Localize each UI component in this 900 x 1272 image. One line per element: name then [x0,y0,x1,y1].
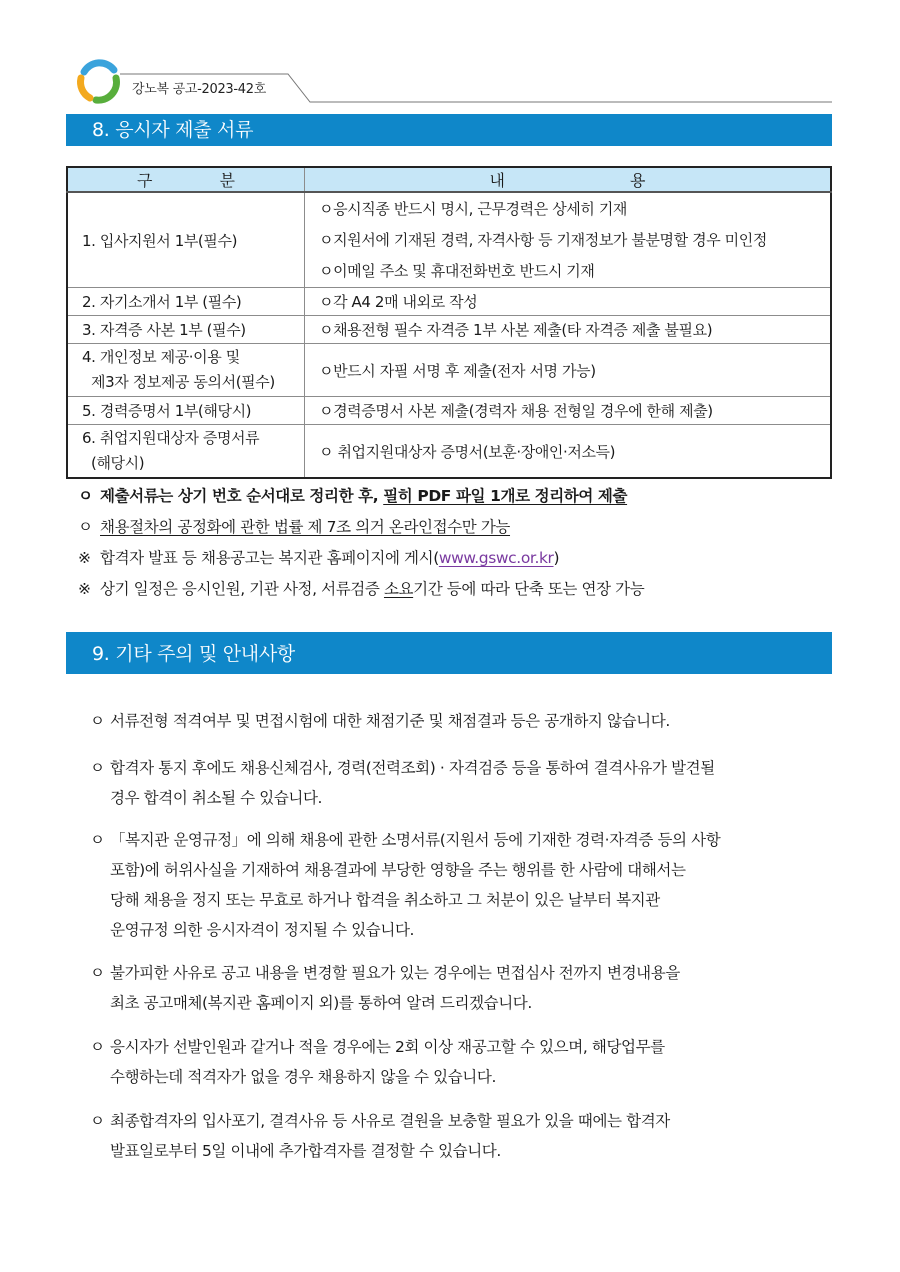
note-schedule-change: ※ 상기 일정은 응시인원, 기관 사정, 서류검증 소요기간 등에 따라 단축 또는 연장 가능 [78,574,644,605]
note-pdf-submission: ㅇ 제출서류는 상기 번호 순서대로 정리한 후, 필히 PDF 파일 1개로 정리하여 제출 [78,481,644,512]
note-announcement-homepage: ※ 합격자 발표 등 채용공고는 복지관 홈페이지에 게시(www.gswc.or.kr) [78,543,644,574]
category-line: 4. 개인정보 제공·이용 및 [82,348,240,366]
row-content: ㅇ각 A4 2매 내외로 작성 [305,288,832,316]
row-content: ㅇ경력증명서 사본 제출(경력자 채용 전형일 경우에 한해 제출) [305,397,832,425]
content-line: ㅇ지원서에 기재된 경력, 자격사항 등 기재정보가 불분명할 경우 미인정 [319,230,767,249]
section-9-title: 9. 기타 주의 및 안내사항 [66,632,832,674]
note-online-only: ㅇ 채용절차의 공정화에 관한 법률 제 7조 의거 온라인접수만 가능 [78,512,644,543]
circle-bullet-icon: ㅇ [90,712,105,730]
notice-item: ㅇ 최종합격자의 입사포기, 결격사유 등 사유로 결원을 보충할 필요가 있을 때에는 합격자 발표일로부터 5일 이내에 추가합격자를 결정할 수 있습니다. [90,1106,670,1166]
reference-mark-icon: ※ [78,580,91,598]
circle-bullet-icon: ㅇ [90,759,105,777]
row-category: 2. 자기소개서 1부 (필수) [67,288,305,316]
content-line: ㅇ이메일 주소 및 휴대전화번호 반드시 기재 [319,261,595,280]
reference-mark-icon: ※ [78,549,91,567]
content-line: ㅇ응시직종 반드시 명시, 근무경력은 상세히 기재 [319,199,628,218]
document-number: 강노복 공고-2023-42호 [132,82,266,97]
submission-notes [78,481,644,605]
category-line: 6. 취업지원대상자 증명서류 [82,429,260,447]
row-content [305,192,832,288]
notice-item: ㅇ 서류전형 적격여부 및 면접시험에 대한 채점기준 및 채점결과 등은 공개하지 않습니다. [90,706,670,736]
table-row [67,316,831,344]
table-header-category: 구 분 [67,167,305,192]
notice-item: ㅇ 합격자 통지 후에도 채용신체검사, 경력(전력조회) · 자격검증 등을 통하여 결격사유가 발견될 경우 합격이 취소될 수 있습니다. [90,753,715,813]
table-row [67,344,831,397]
row-category [67,344,305,397]
circle-bullet-icon: ㅇ [78,518,93,536]
table-row [67,288,831,316]
table-row [67,397,831,425]
row-content: ㅇ 취업지원대상자 증명서(보훈·장애인·저소득) [305,425,832,479]
row-category [67,425,305,479]
section-8-title: 8. 응시자 제출 서류 [66,114,832,146]
notice-item: ㅇ 「복지관 운영규정」에 의해 채용에 관한 소명서류(지원서 등에 기재한 경력·자격증 등의 사항 포함)에 허위사실을 기재하여 채용결과에 부당한 영향을 주는 행위를 한 사람에 대해서는 당해 채용을 정지 또는 무효로 하거나 합격을 취소하고 그 처분이 있은 날부터 복지관 운영규정 의한 응시자격이 정지될 수 있습니다. [90,825,720,945]
submission-documents-table [66,166,832,479]
row-content: ㅇ채용전형 필수 자격증 1부 사본 제출(타 자격증 제출 불필요) [305,316,832,344]
row-category: 1. 입사지원서 1부(필수) [67,192,305,288]
row-content: ㅇ반드시 자필 서명 후 제출(전자 서명 가능) [305,344,832,397]
notice-item: ㅇ 응시자가 선발인원과 같거나 적을 경우에는 2회 이상 재공고할 수 있으며, 해당업무를 수행하는데 적격자가 없을 경우 채용하지 않을 수 있습니다. [90,1032,665,1092]
category-line: (해당시) [91,454,145,472]
circle-bullet-icon: ㅇ [78,487,93,505]
circle-bullet-icon: ㅇ [90,964,105,982]
notice-item: ㅇ 불가피한 사유로 공고 내용을 변경할 필요가 있는 경우에는 면접심사 전까지 변경내용을 최초 공고매체(복지관 홈페이지 외)를 통하여 알려 드리겠습니다. [90,958,680,1018]
circle-bullet-icon: ㅇ [90,831,105,849]
row-category: 3. 자격증 사본 1부 (필수) [67,316,305,344]
row-category: 5. 경력증명서 1부(해당시) [67,397,305,425]
circle-bullet-icon: ㅇ [90,1112,105,1130]
table-header-content: 내 용 [305,167,832,192]
homepage-link[interactable]: www.gswc.or.kr [438,549,554,567]
table-row [67,425,831,479]
category-line: 제3자 정보제공 동의서(필수) [91,373,275,391]
table-row [67,192,831,288]
circle-bullet-icon: ㅇ [90,1038,105,1056]
organization-logo-icon [74,58,122,106]
